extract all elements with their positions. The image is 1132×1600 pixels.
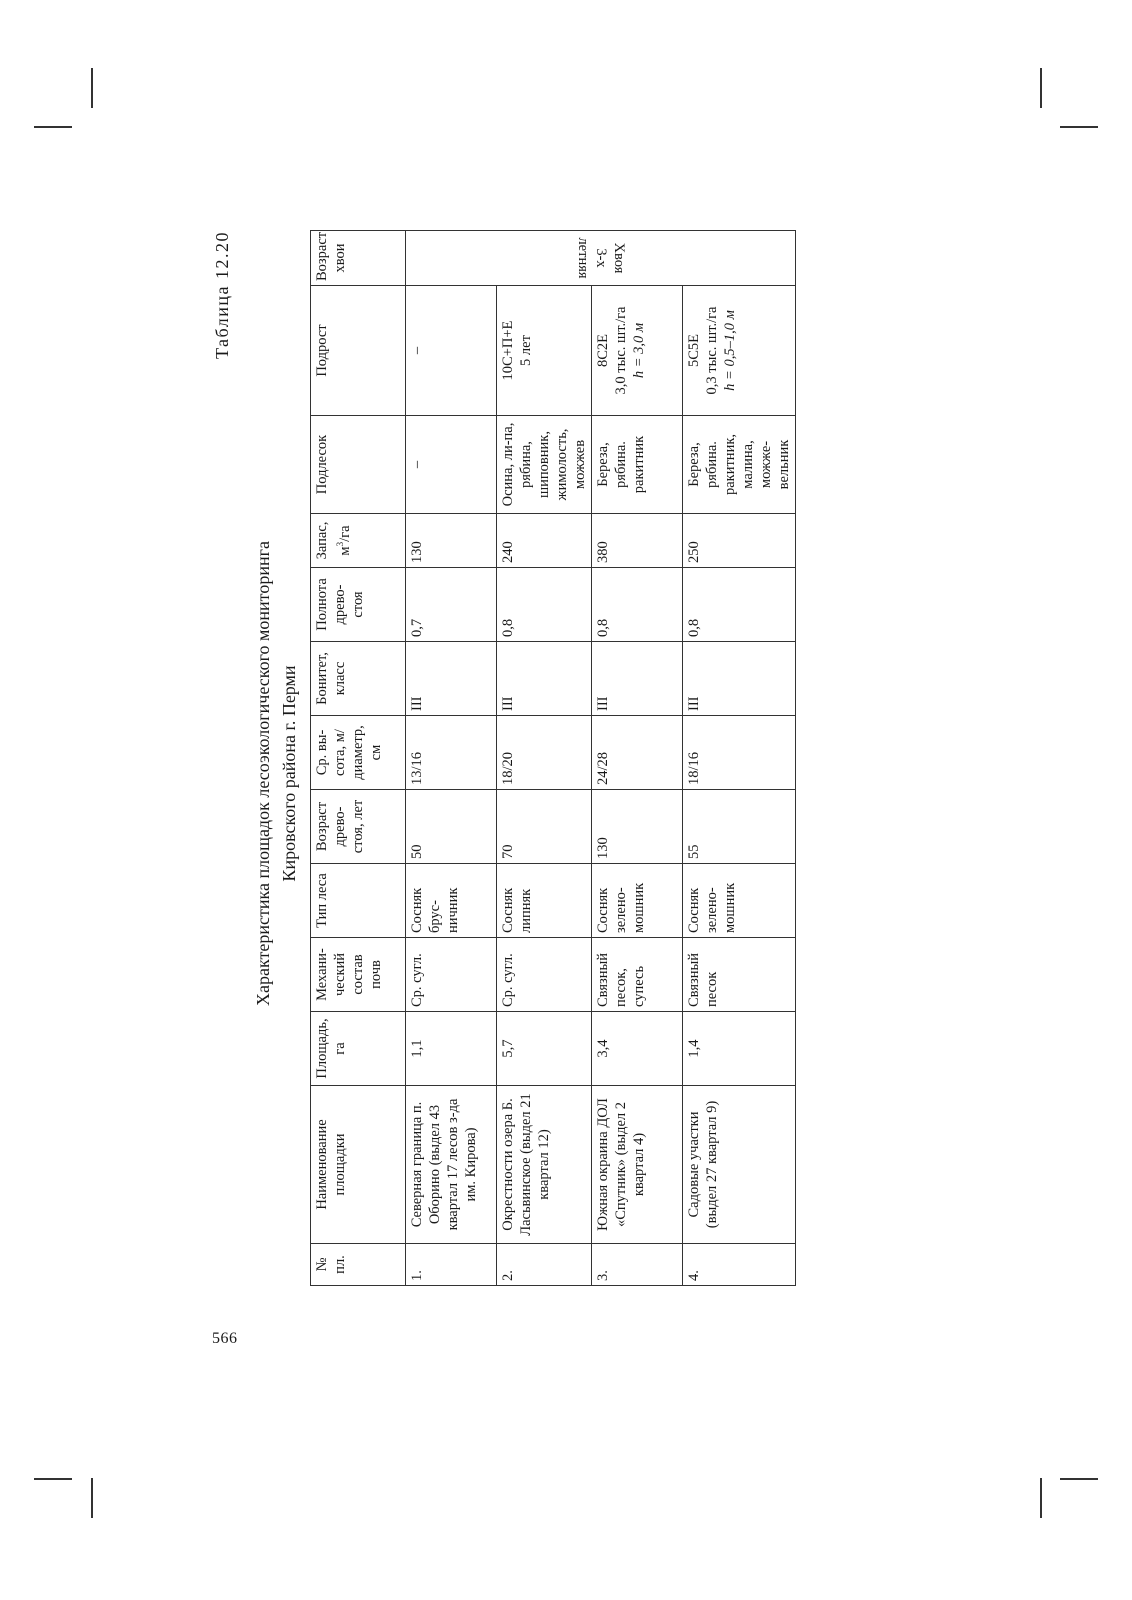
cell-undergrowth: Береза, рябина. ракитник	[592, 416, 683, 514]
cell-name: Южная окраина ДОЛ «Спутник» (выдел 2 квартал 4)	[592, 1086, 683, 1244]
cell-area: 3,4	[592, 1012, 683, 1086]
regrowth-density: 3,0 тыс. шт./га	[613, 306, 629, 395]
cell-density: 0,8	[497, 568, 592, 642]
cell-regrowth	[683, 286, 796, 416]
regrowth-composition: 5С5Е	[686, 333, 702, 368]
table-title	[250, 231, 302, 1316]
cell-name: Садовые участки (выдел 27 квартал 9)	[683, 1086, 796, 1244]
cell-soil: Связный песок, супесь	[592, 938, 683, 1012]
cell-forest-type: Сосняк зелено-мошник	[683, 864, 796, 938]
col-header-bonitet: Бонитет, класс	[311, 642, 406, 716]
regrowth-composition: –	[409, 346, 425, 355]
needle-age-text: Хвоя 3-х летняя	[574, 237, 627, 279]
cell-area: 5,7	[497, 1012, 592, 1086]
cell-volume: 240	[497, 514, 592, 568]
rotated-table-block	[212, 231, 852, 1316]
regrowth-composition: 8С2Е	[595, 333, 611, 368]
cell-height: 24/28	[592, 716, 683, 790]
cell-bonitet: III	[497, 642, 592, 716]
col-header-density: Полнота древо-стоя	[311, 568, 406, 642]
col-header-volume: Запас, $м^3/га$	[311, 514, 406, 568]
cell-density: 0,8	[592, 568, 683, 642]
cell-area: 1,4	[683, 1012, 796, 1086]
crop-mark	[1040, 1478, 1042, 1518]
cell-name: Северная граница п. Оборино (выдел 43 квартал 17 лесов з-да им. Кирова)	[406, 1086, 497, 1244]
cell-area: 1,1	[406, 1012, 497, 1086]
cell-number: 4.	[683, 1244, 796, 1286]
col-header-needle-age: Возраст хвои	[311, 231, 406, 286]
crop-mark	[91, 68, 93, 108]
cell-forest-type: Сосняк липняк	[497, 864, 592, 938]
cell-forest-type: Сосняк зелено-мошник	[592, 864, 683, 938]
cell-number: 2.	[497, 1244, 592, 1286]
cell-density: 0,7	[406, 568, 497, 642]
cell-regrowth	[406, 286, 497, 416]
cell-forest-type: Сосняк брус-ничник	[406, 864, 497, 938]
cell-age: 130	[592, 790, 683, 864]
crop-mark	[1060, 1478, 1098, 1480]
regrowth-height: h = 3,0 м	[631, 322, 647, 379]
cell-density: 0,8	[683, 568, 796, 642]
cell-bonitet: III	[683, 642, 796, 716]
header-row	[311, 231, 406, 1286]
monitoring-sites-table	[310, 230, 796, 1286]
cell-bonitet: III	[592, 642, 683, 716]
col-header-soil: Механи-ческий состав почв	[311, 938, 406, 1012]
cell-age: 50	[406, 790, 497, 864]
table-row	[683, 231, 796, 1286]
col-header-regrowth: Подрост	[311, 286, 406, 416]
cell-soil: Связный песок	[683, 938, 796, 1012]
col-header-area: Площадь, га	[311, 1012, 406, 1086]
table-row	[497, 231, 592, 1286]
cell-volume: 380	[592, 514, 683, 568]
col-header-height: Ср. вы-сота, м/ диаметр, см	[311, 716, 406, 790]
cell-regrowth	[497, 286, 592, 416]
title-line-2: Кировского района г. Перми	[279, 665, 299, 882]
cell-undergrowth: Береза, рябина. ракитник, малина, можже-вельник	[683, 416, 796, 514]
cell-regrowth	[592, 286, 683, 416]
table-label: Таблица 12.20	[212, 231, 232, 359]
table-row	[592, 231, 683, 1286]
crop-mark	[1040, 68, 1042, 108]
crop-mark	[34, 1478, 72, 1480]
cell-height: 13/16	[406, 716, 497, 790]
regrowth-age: 5 лет	[518, 335, 534, 366]
cell-bonitet: III	[406, 642, 497, 716]
cell-height: 18/16	[683, 716, 796, 790]
crop-mark	[91, 1478, 93, 1518]
cell-undergrowth: –	[406, 416, 497, 514]
cell-needle-age-merged	[406, 231, 796, 286]
crop-mark	[1060, 126, 1098, 128]
cell-age: 70	[497, 790, 592, 864]
col-header-forest-type: Тип леса	[311, 864, 406, 938]
col-header-undergrowth: Подлесок	[311, 416, 406, 514]
cell-volume: 250	[683, 514, 796, 568]
cell-soil: Ср. сугл.	[406, 938, 497, 1012]
table-row	[406, 231, 497, 1286]
regrowth-density: 0,3 тыс. шт./га	[704, 306, 720, 395]
cell-volume: 130	[406, 514, 497, 568]
title-line-1: Характеристика площадок лесоэкологического мониторинга	[253, 541, 273, 1006]
col-header-age: Возраст древо-стоя, лет	[311, 790, 406, 864]
page-number: 566	[212, 1330, 238, 1347]
cell-number: 1.	[406, 1244, 497, 1286]
col-header-name: Наименование площадки	[311, 1086, 406, 1244]
cell-undergrowth: Осина, ли-па, рябина, шиповник, жимолость, можжев	[497, 416, 592, 514]
regrowth-height: h = 0,5–1,0 м	[722, 310, 738, 391]
cell-soil: Ср. сугл.	[497, 938, 592, 1012]
crop-mark	[34, 126, 72, 128]
cell-name: Окрестности озера Б. Ласьвинское (выдел 21 квартал 12)	[497, 1086, 592, 1244]
regrowth-composition: 10С+П+Е	[500, 320, 516, 381]
cell-height: 18/20	[497, 716, 592, 790]
cell-number: 3.	[592, 1244, 683, 1286]
col-header-number: № пл.	[311, 1244, 406, 1286]
cell-age: 55	[683, 790, 796, 864]
